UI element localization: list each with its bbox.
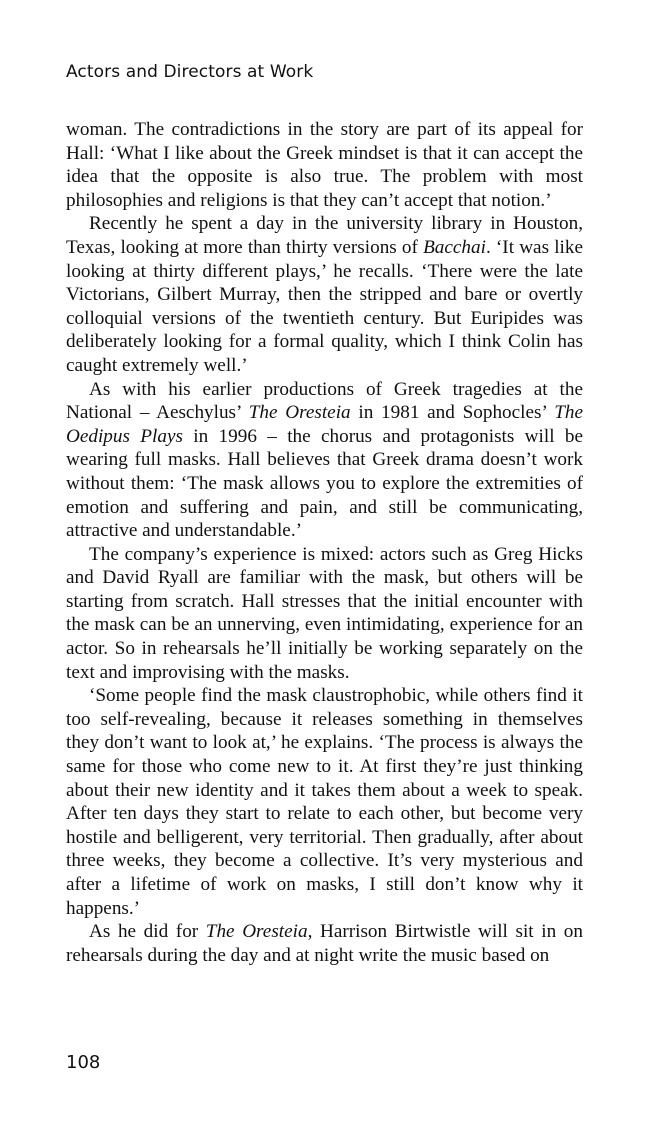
paragraph-3 [66,378,583,543]
paragraph-6 [66,920,583,967]
text-run: Recently he spent a day in the university library in Houston, Texas, looking at more than thirty versions of [66,213,583,258]
text-run: . ‘It was like looking at thirty different plays,’ he recalls. ‘There were the late Victorians, Gilbert Murray, then the stripped and bare or overtly colloquial versions of the twentieth century. But Euripides was deliberately looking for a formal quality, which I think Colin has caught extremely well.’ [66,236,583,376]
page-number: 108 [66,1052,101,1073]
text-run: in 1981 and Sophocles’ [350,402,555,424]
italic-title: The Oresteia [205,921,308,943]
paragraph-2 [66,212,583,377]
text-run: woman. The contradictions in the story are part of its appeal for Hall: ‘What I like about the Greek mindset is that it can accept the idea that the opposite is also true. The problem with most philosophies and religions is that they can’t accept that notion.’ [66,119,583,211]
text-run: As with his earlier productions of Greek tragedies at the National – Aeschylus’ [66,378,583,424]
italic-title: Bacchai [423,236,486,258]
text-run: As he did for [89,921,206,943]
body-text [66,118,583,967]
italic-title: The Oresteia [248,402,351,424]
text-run: , Harrison Birtwistle will sit in on rehearsals during the day and at night write the music based on [66,921,583,966]
running-head: Actors and Directors at Work [66,62,314,82]
italic-title: The Oedipus Plays [66,402,583,447]
paragraph-5 [66,684,583,920]
paragraph-4 [66,543,583,685]
paragraph-1 [66,118,583,212]
text-run: The company’s experience is mixed: actors such as Greg Hicks and David Ryall are familiar with the mask, but others will be starting from scratch. Hall stresses that the initial encounter with the mask can be an unnerving, even intimidating, experience for an actor. So in rehearsals he’ll initially be working separately on the text and improvising with the masks. [66,543,583,683]
text-run: in 1996 – the chorus and protagonists will be wearing full masks. Hall believes that Greek drama doesn’t work without them: ‘The mask allows you to explore the extremities of emotion and suffering and pain, and still be communicating, attractive and understandable.’ [66,425,583,542]
text-run: ‘Some people find the mask claustrophobic, while others find it too self-revealing, because it releases something in themselves they don’t want to look at,’ he explains. ‘The process is always the same for those who come new to it. At first they’re just thinking about their new identity and it takes them about a week to speak. After ten days they start to relate to each other, but become very hostile and belligerent, very territorial. Then gradually, after about three weeks, they become a collective. It’s very mysterious and after a lifetime of work on masks, I still don’t know why it happens.’ [66,685,583,919]
